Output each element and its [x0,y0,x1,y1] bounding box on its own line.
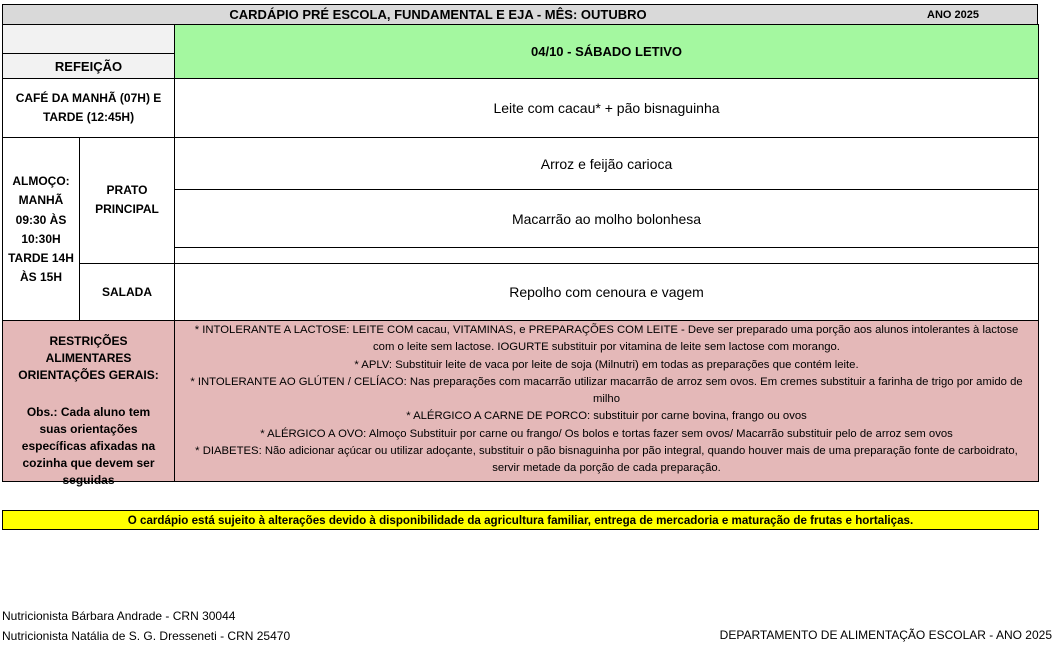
breakfast-label: CAFÉ DA MANHÃ (07H) E TARDE (12:45H) [2,78,175,138]
refeicao-header-cell [2,24,175,79]
note-lactose: * INTOLERANTE A LACTOSE: LEITE COM cacau, VITAMINAS, e PREPARAÇÕES COM LEITE - Deve ser preparado uma porção aos alunos intolerantes à lactose com o leite sem lactose. IOGURTE substituir por vitamina de leite sem lactose com morango. [194,324,1019,354]
note-diabetes: * DIABETES: Não adicionar açúcar ou utilizar adoçante, substituir o pão bisnaguinha por pão integral, quando houver mais de uma preparação fonte de carboidrato, servir metade da porção de cada preparação. [195,445,1018,475]
date-header: 04/10 - SÁBADO LETIVO [174,24,1039,79]
lunch-label-line-4: 10:30H [21,231,61,246]
main-dish-item-2: Macarrão ao molho bolonhesa [174,189,1039,248]
salad-item: Repolho com cenoura e vagem [174,263,1039,321]
refeicao-label: REFEIÇÃO [54,58,123,74]
lunch-label-line-5: TARDE 14H [8,251,74,266]
lunch-label [2,137,80,321]
nutritionist-2: Nutricionista Natália de S. G. Dresseneti - CRN 25470 [2,629,291,643]
restrictions-label: RESTRIÇÕES ALIMENTARES ORIENTAÇÕES GERAIS: [18,334,159,382]
breakfast-item: Leite com cacau* + pão bisnaguinha [174,78,1039,138]
main-dish-label: PRATO PRINCIPAL [79,137,175,264]
lunch-label-line-6: ÀS 15H [19,270,63,285]
restrictions-label-cell [2,320,175,487]
department-footer: DEPARTAMENTO DE ALIMENTAÇÃO ESCOLAR - ANO 2025 [719,628,1052,642]
main-dish-item-empty [174,247,1039,264]
nutritionist-1: Nutricionista Bárbara Andrade - CRN 30044 [2,609,236,623]
menu-title: CARDÁPIO PRÉ ESCOLA, FUNDAMENTAL E EJA - MÊS: OUTUBRO [229,7,647,22]
restrictions-obs: Obs.: Cada aluno tem suas orientações específicas afixadas na cozinha que devem ser seguidas [21,405,156,487]
lunch-label-line-2: MANHÃ [18,193,64,208]
note-gluten: * INTOLERANTE AO GLÚTEN / CELÍACO: Nas preparações com macarrão utilizar macarrão de arroz sem ovos. Em cremes substituir a farinha de trigo por amido de milho [190,375,1023,406]
note-aplv: * APLV: Substituir leite de vaca por leite de soja (Milnutri) em todas as preparações que contém leite. [354,358,859,371]
menu-title-bar [2,4,1038,25]
note-pork: * ALÉRGICO A CARNE DE PORCO: substituir por carne bovina, frango ou ovos [406,410,807,423]
lunch-label-line-3: 09:30 ÀS [15,212,67,227]
lunch-label-line-1: ALMOÇO: [12,174,70,188]
availability-notice: O cardápio está sujeito à alterações devido à disponibilidade da agricultura familiar, entrega de mercadoria e maturação de frutas e hortaliças. [2,510,1039,530]
menu-year: ANO 2025 [927,8,979,21]
salad-label: SALADA [79,263,175,321]
note-egg: * ALÉRGICO A OVO: Almoço Substituir por carne ou frango/ Os bolos e tortas fazer sem ovos/ Macarrão substituir pelo de arroz sem ovos [260,427,953,440]
main-dish-item-1: Arroz e feijão carioca [174,137,1039,190]
restrictions-notes [174,320,1039,482]
